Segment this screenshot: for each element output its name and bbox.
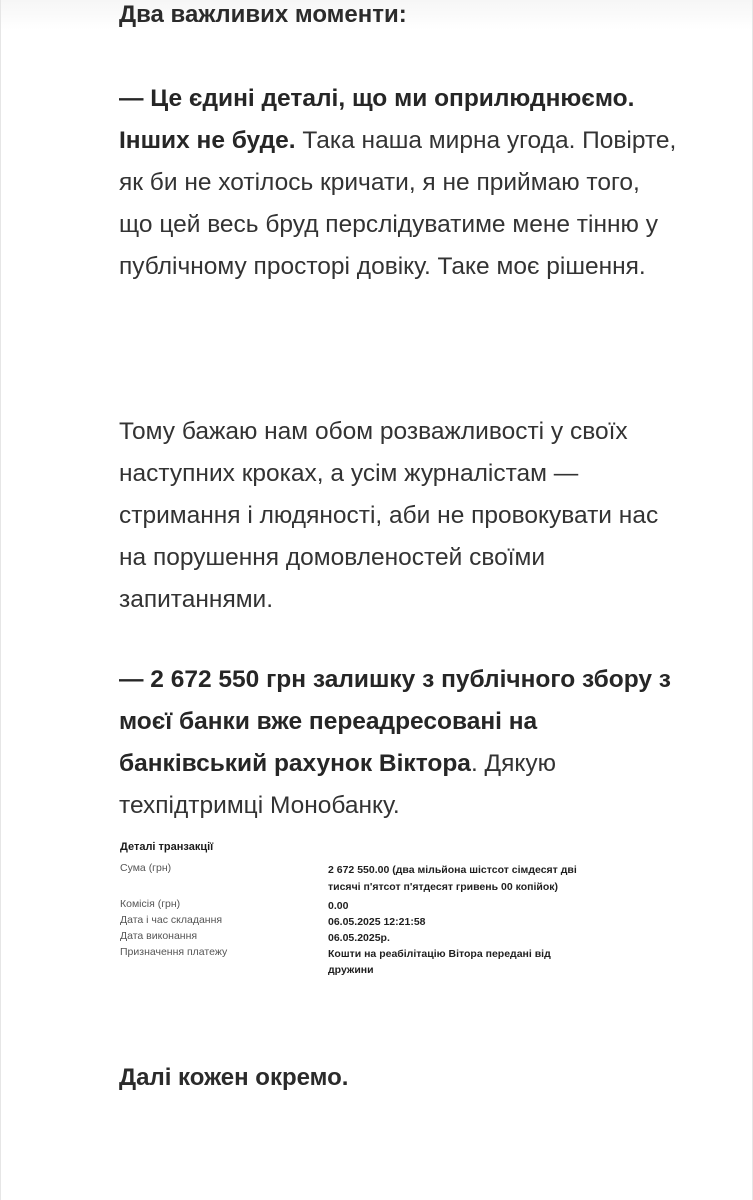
transaction-label: Комісія (грн) (120, 898, 181, 910)
transaction-value: Кошти на реабілітацію Вітора передані від дружини (328, 948, 551, 976)
transaction-title: Деталі транзакції (120, 841, 214, 853)
paragraph-agreement (119, 78, 679, 288)
heading: Два важливих моменти: (119, 1, 407, 28)
paragraph-agreement-text: Така наша мирна угода. Повірте, як би не хотілось кричати, я не приймаю того, що цей весь бруд перслідуватиме мене тінню у публічному просторі довіку. Таке моє рішення. (119, 127, 677, 280)
paragraph-wishes-text: Тому бажаю нам обом розважливості у своїх наступних кроках, а усім журналістам — стримання і людяності, аби не провокувати нас на порушення домовленостей своїми запитаннями. (119, 418, 659, 613)
transaction-row-executed (120, 930, 600, 946)
transaction-details (120, 840, 600, 978)
transaction-value: 06.05.2025р. (328, 932, 390, 944)
transaction-row-fee (120, 898, 600, 914)
paragraph-transfer (119, 659, 679, 827)
transaction-row-sum (120, 862, 600, 896)
paragraph-agreement-bold: — Це єдині деталі, що ми оприлюднюємо. Інших не буде. (119, 85, 635, 154)
transaction-label: Дата і час складання (120, 914, 223, 926)
transaction-value: 2 672 550.00 (два мільйона шістсот сімдесят дві тисячі п'ятсот п'ятдесят гривень 00 копійок) (328, 864, 577, 893)
transaction-label: Дата виконання (120, 930, 198, 942)
transaction-value: 06.05.2025 12:21:58 (328, 916, 426, 928)
transaction-label: Призначення платежу (120, 946, 228, 958)
transaction-row-created (120, 914, 600, 930)
transaction-row-purpose (120, 946, 600, 978)
paragraph-transfer-text: . Дякую техпідтримці Монобанку. (119, 750, 557, 819)
closing-line: Далі кожен окремо. (119, 1064, 349, 1091)
paragraph-transfer-bold: — 2 672 550 грн залишку з публічного збору з моєї банки вже переадресовані на банківський рахунок Віктора (119, 666, 671, 777)
paragraph-wishes (119, 411, 679, 621)
transaction-label: Сума (грн) (120, 862, 172, 874)
transaction-value: 0.00 (328, 900, 349, 912)
